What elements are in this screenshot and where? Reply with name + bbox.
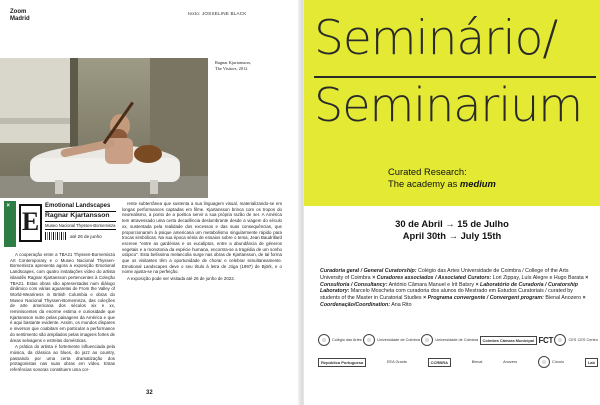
logo-text: Bienal xyxy=(471,360,483,364)
museum-name: Museo Nacional Thyssen-Bornemisza xyxy=(45,223,116,228)
photo-caption xyxy=(215,60,285,71)
section-zoom: Zoom xyxy=(10,9,27,15)
logo-text: CCRBRA xyxy=(428,358,451,367)
credit-value: Ana Rito xyxy=(390,301,412,308)
close-x-icon: × xyxy=(6,203,11,209)
logo-text: Coimbra Câmara Municipal xyxy=(480,336,538,345)
logo-text: Colégio das Artes xyxy=(332,338,362,342)
credit-label: × Laboratório de Curadoria / Curatorship Laboratory: xyxy=(320,281,579,295)
credit-value: Colégio das Artes Universidade de Coimbra / College of the Arts University of Coimbra xyxy=(320,268,569,281)
label-date-row xyxy=(45,232,116,240)
paragraph: A prática do artista é fortemente influenciada pela música, da clássica ao blues, do jazz ao country, passando por uma certa dramatização dos protagonistas nas suas obras em vídeo. Estas referências sonoras constituem uma cor- xyxy=(10,344,115,373)
credit-label: × Curadores associados / Associated Curators: xyxy=(370,274,492,281)
credit-label: Curadoria geral / General Curatorship: xyxy=(320,268,417,274)
seal-icon xyxy=(421,334,433,346)
section-city: Madrid xyxy=(10,16,30,22)
caption-line-1: Ragnar Kjartansson, xyxy=(215,60,251,65)
right-page-ad xyxy=(304,0,600,405)
credit-value: António Câmara Manuel e Irit Batsry xyxy=(387,281,474,288)
credit-value: Bienal Anozero xyxy=(543,295,581,302)
article-column-1 xyxy=(10,252,115,374)
logo-uc-2 xyxy=(421,334,478,346)
zoom-vertical-text: zoom xyxy=(0,229,5,241)
logo-text: Anozero xyxy=(503,360,518,364)
date-portuguese: 30 de Abril → 15 de Julho xyxy=(395,218,509,229)
event-dates xyxy=(304,218,600,242)
ad-title-line-2: Seminarium xyxy=(314,78,583,132)
paragraph: A exposição pode ser visitada até 26 de junho de 2022. xyxy=(127,276,235,282)
logo-colegio-artes xyxy=(318,334,362,346)
logo-text: Universidade de Coimbra xyxy=(377,338,420,342)
curatorship-credits xyxy=(320,268,590,309)
ad-title-line-1: Seminário/ xyxy=(314,11,558,66)
paragraph: A cooperação entre a TBA21 Thyssen-Bornemisza Art Contemporary e o Museo Nacional Thyssen-Bornemisza apresenta agora a exposição Emotional Landscapes, com quatro instalações vídeo do artista islandês Ragnar Kjartansson pertencentes à Coleção TBA21. Estas obras são apresentadas num diálogo dinâmico com várias aguarelas de From the Valley of World-Weariness in British Columbia e obras do Museo Nacional Thyssen-Bornemisza, das coleções de arte americana dos séculos xix e xx, reminiscentes da enorme estima e curiosidade que Kjartansson nutre pelas paisagens da América e que é aqui bastante evidente. Assim, os mundos díspares e inversos que coabitam em particular a performance do sentimento são ampliados pelas imagens fortes de áreas selvagens e estrelas domésticas. xyxy=(10,252,115,343)
logo-text: CES Centro xyxy=(577,338,598,342)
bathtub-photo-image xyxy=(0,58,208,198)
ad-subtitle xyxy=(388,166,496,189)
logo-circulo xyxy=(538,356,564,368)
subtitle-line-1: Curated Research: xyxy=(388,166,467,177)
artist-name: Ragnar Kjartansson xyxy=(45,212,116,222)
author-credit: texto: JOSSELINE BLACK xyxy=(188,11,247,16)
bathtub-photo xyxy=(0,58,208,198)
barcode-icon xyxy=(45,232,67,240)
page-number: 32 xyxy=(146,390,153,396)
logo-lab xyxy=(585,358,598,367)
caption-line-2: The Visitors, 2012 xyxy=(215,65,248,71)
letter-e-box: E xyxy=(19,204,42,242)
logo-bienal xyxy=(472,360,483,364)
section-label xyxy=(10,9,30,23)
credit-value: Marcelo Moscheta com curadoria dos alunos do Mestrado em Estudos Curatoriais / curated by students of the Master in Curatorial Studies xyxy=(320,288,573,302)
zoom-strip xyxy=(0,201,16,247)
exhibition-title: Emotional Landscapes xyxy=(45,203,116,212)
seal-icon xyxy=(318,334,330,346)
logo-eea xyxy=(387,360,407,364)
subtitle-emphasis: medium xyxy=(459,177,496,189)
seal-icon xyxy=(363,334,375,346)
logo-anozero xyxy=(503,360,517,364)
logo-text: EEA Grants xyxy=(387,360,407,364)
logo-ces xyxy=(554,334,576,346)
subtitle-line-2 xyxy=(388,178,496,190)
paragraph: rente subterrânea que sustenta a sua linguagem visual, materializando-se em longas performances captadas em filme. Kjartansson brinca com os tropos do neorealismo, a ponto de a poética servir a sua própria razão de ser. A América tem atravessado uma certa decadência deslumbrante desde a viagem do século xx, sustentada pela realidade dos excessos e das suas consequências, que proporcionaram à psique americana um metabolismo singularmente rápido para trocas simbólicas. Na sua época sénia de ensaios sobre o tema, Jean Baudrillard escreve "entre as gardénias e os eucaliptos, entre a abundância de géneros vegetais e a monotonia da espécie humana, encontra-se a tragédia de um sonho utópico". Esta belíssima melancolia surge nas obras de Kjartansson, de tal forma que os visitantes têm a oportunidade de chorar e celebrar simultaneamente. Emotional Landscapes deve o seu título à letra de Jóga (1997) de Björk, e o nome ajusta-se na perfeição. xyxy=(122,201,282,275)
logo-ces-centro xyxy=(578,338,598,342)
logo-text: FCT xyxy=(538,335,554,345)
logo-text: República Portuguesa xyxy=(318,358,366,367)
logo-fct xyxy=(538,336,553,345)
logo-text: Círculo xyxy=(552,360,565,364)
exhibition-label xyxy=(0,201,116,247)
subtitle-prefix: The academy as xyxy=(388,177,458,189)
logo-cm-coimbra xyxy=(480,336,538,345)
seal-icon xyxy=(538,356,550,368)
label-lines xyxy=(45,203,116,240)
article-column-2 xyxy=(122,201,282,283)
sponsor-logos-row-2 xyxy=(318,356,598,368)
date-english: April 30th → July 15th xyxy=(402,230,502,241)
credit-label: × Consultoria / Consultancy: xyxy=(320,274,589,288)
exhibition-until: até 26 de junho xyxy=(70,233,102,239)
logo-ccrbra xyxy=(428,358,451,367)
yellow-panel xyxy=(304,0,600,206)
logo-text: CES xyxy=(568,338,577,342)
logo-uc xyxy=(363,334,420,346)
credit-value: Lori Zippay, Luís Alegre e Hugo Barata xyxy=(491,274,584,281)
sponsor-logos-row-1 xyxy=(318,334,598,346)
credit-label: × Programa convergente / Convergent program: xyxy=(421,295,544,302)
credit-label: × Coordenação/Coordination: xyxy=(320,295,586,308)
logo-text: Lab xyxy=(585,358,598,367)
logo-republica xyxy=(318,358,366,367)
seal-icon xyxy=(554,334,566,346)
logo-text: Universidade de Coimbra xyxy=(435,338,479,342)
